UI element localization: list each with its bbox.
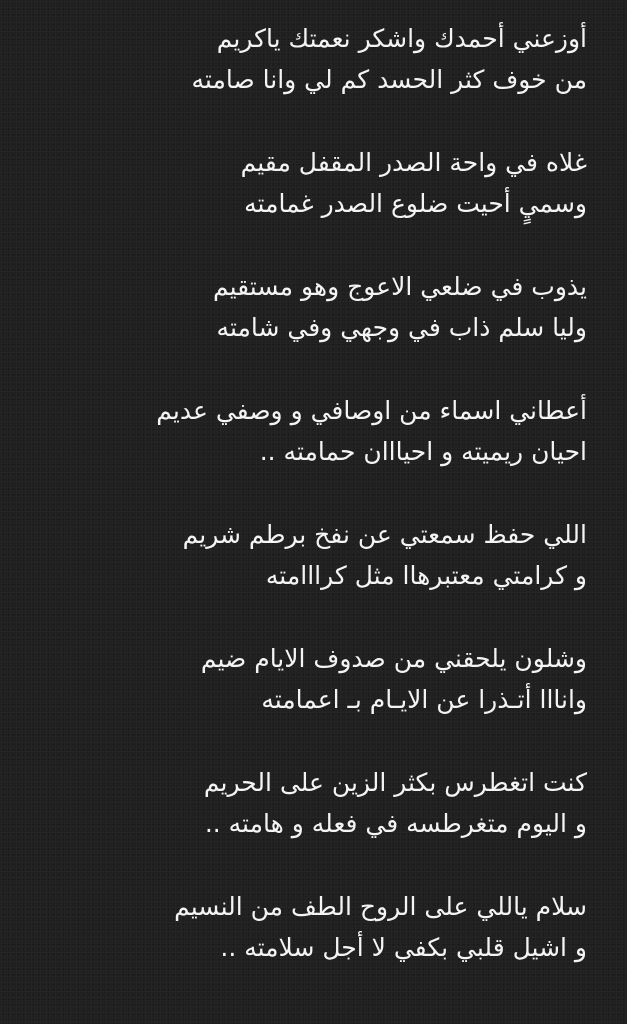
poem-line: كنت اتغطرس بكثر الزين على الحريم xyxy=(203,768,587,797)
poem-line: أعطاني اسماء من اوصافي و وصفي عديم xyxy=(156,396,587,425)
poem-line: اللي حفظ سمعتي عن نفخ برطم شريم xyxy=(182,520,587,549)
stanza-4 xyxy=(27,390,587,472)
poem-line: من خوف كثر الحسد كم لي وانا صامته xyxy=(191,65,587,94)
poem-line: وليا سلم ذاب في وجهي وفي شامته xyxy=(216,313,587,342)
stanza-8 xyxy=(27,886,587,968)
poem-line: سلام ياللي على الروح الطف من النسيم xyxy=(174,892,587,921)
poem-line: وانااا أتـذرا عن الايـام بـ اعمامته xyxy=(261,685,587,714)
stanza-6 xyxy=(27,638,587,720)
poem-line: أوزعني أحمدك واشكر نعمتك ياكريم xyxy=(216,24,587,53)
stanza-2 xyxy=(27,142,587,224)
poem-line: يذوب في ضلعي الاعوج وهو مستقيم xyxy=(212,272,587,301)
poem-line: وسميٍ أحيت ضلوع الصدر غمامته xyxy=(244,189,587,218)
poem-line: وشلون يلحقني من صدوف الايام ضيم xyxy=(200,644,587,673)
poem-line: و اليوم متغرطسه في فعله و هامته .. xyxy=(204,809,587,838)
stanza-1 xyxy=(27,18,587,100)
stanza-5 xyxy=(27,514,587,596)
stanza-7 xyxy=(27,762,587,844)
poem-line: و اشيل قلبي بكفي لا أجل سلامته .. xyxy=(220,933,587,962)
poem-line: احيان ريميته و احيااان حمامته .. xyxy=(259,437,587,466)
poem-text xyxy=(27,18,587,1010)
poem-line: و كرامتي معتبرهاا مثل كرااامته xyxy=(265,561,587,590)
stanza-3 xyxy=(27,266,587,348)
poem-line: غلاه في واحة الصدر المقفل مقيم xyxy=(240,148,587,177)
